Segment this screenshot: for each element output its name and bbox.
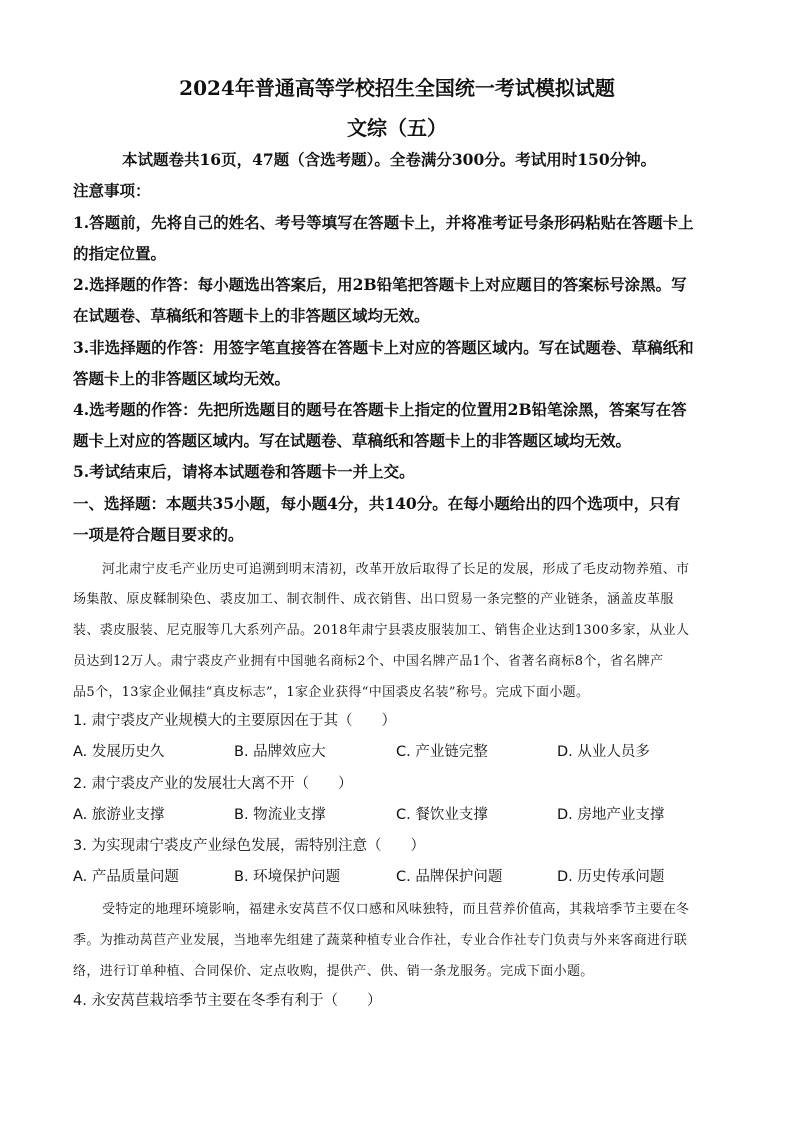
- option-d: D. 历史传承问题: [557, 869, 665, 885]
- option-a: A. 旅游业支撑: [73, 807, 165, 823]
- option-a: A. 产品质量问题: [73, 869, 179, 885]
- passage-line: 品5个，13家企业佩挂“真皮标志”，1家企业获得“中国裘皮名装”称号。完成下面小题。: [73, 685, 590, 700]
- exam-subtitle: 文综（五）: [347, 116, 447, 140]
- notes-line: 5.考试结束后，请将本试题卷和答题卡一并上交。: [73, 462, 415, 481]
- option-d: D. 房地产业支撑: [557, 807, 665, 823]
- option-c: C. 品牌保护问题: [396, 869, 503, 885]
- section-heading: 一项是符合题目要求的。: [73, 525, 244, 544]
- option-b: B. 环境保护问题: [234, 869, 341, 885]
- passage-line: 装、裘皮服装、尼克服等几大系列产品。2018年肃宁县裘皮服装加工、销售企业达到1300多家，从业人: [73, 623, 690, 638]
- option-a: A. 发展历史久: [73, 744, 165, 760]
- option-c: C. 产业链完整: [396, 744, 488, 760]
- question-stem: 4. 永安莴苣栽培季节主要在冬季有利于（ ）: [73, 993, 382, 1009]
- question-stem: 1. 肃宁裘皮产业规模大的主要原因在于其（ ）: [73, 713, 396, 729]
- notes-line: 在试题卷、草稿纸和答题卡上的非答题区域均无效。: [73, 306, 430, 325]
- notes-line: 2.选择题的作答：每小题选出答案后，用2B铅笔把答题卡上对应题目的答案标号涂黑。写: [73, 275, 687, 294]
- notes-line: 答题卡上的非答题区域均无效。: [73, 369, 291, 388]
- question-stem: 3. 为实现肃宁裘皮产业绿色发展，需特别注意（ ）: [73, 838, 425, 854]
- passage-line: 络，进行订单种植、合同保价、定点收购，提供产、供、销一条龙服务。完成下面小题。: [73, 964, 594, 979]
- passage-line: 员达到12万人。肃宁裘皮产业拥有中国驰名商标2个、中国名牌产品1个、省著名商标8个，省名牌产: [73, 654, 664, 669]
- question-stem: 2. 肃宁裘皮产业的发展壮大离不开（ ）: [73, 776, 353, 792]
- option-b: B. 物流业支撑: [234, 807, 326, 823]
- passage-line: 季。为推动莴苣产业发展，当地率先组建了蔬菜种植专业合作社，专业合作社专门负责与外来客商进行联: [73, 933, 688, 948]
- notes-heading: 注意事项：: [73, 181, 151, 200]
- passage-line: 受特定的地理环境影响，福建永安莴苣不仅口感和风味独特，而且营养价值高，其栽培季节主要在冬: [102, 902, 690, 917]
- option-c: C. 餐饮业支撑: [396, 807, 488, 823]
- passage-line: 河北肃宁皮毛产业历史可追溯到明末清初，改革开放后取得了长足的发展，形成了毛皮动物养殖、市: [102, 562, 690, 577]
- notes-line: 4.选考题的作答：先把所选题目的题号在答题卡上指定的位置用2B铅笔涂黑，答案写在答: [73, 400, 687, 419]
- notes-line: 1.答题前，先将自己的姓名、考号等填写在答题卡上，并将准考证号条形码粘贴在答题卡上: [73, 213, 694, 232]
- notes-line: 题卡上对应的答题区域内。写在试题卷、草稿纸和答题卡上的非答题区域均无效。: [73, 431, 632, 450]
- section-heading: 一、选择题：本题共35小题，每小题4分，共140分。在每小题给出的四个选项中，只有: [73, 494, 681, 513]
- option-b: B. 品牌效应大: [234, 744, 326, 760]
- notes-line: 3.非选择题的作答：用签字笔直接答在答题卡上对应的答题区域内。写在试题卷、草稿纸和: [73, 338, 694, 357]
- notes-line: 的指定位置。: [73, 244, 167, 263]
- passage-line: 场集散、原皮鞣制染色、裘皮加工、制衣制件、成衣销售、出口贸易一条完整的产业链条，涵盖皮革服: [73, 592, 674, 607]
- option-d: D. 从业人员多: [557, 744, 650, 760]
- exam-title: 2024年普通高等学校招生全国统一考试模拟试题: [179, 76, 615, 100]
- exam-intro: 本试题卷共16页，47题（含选考题）。全卷满分300分。考试用时150分钟。: [122, 150, 657, 169]
